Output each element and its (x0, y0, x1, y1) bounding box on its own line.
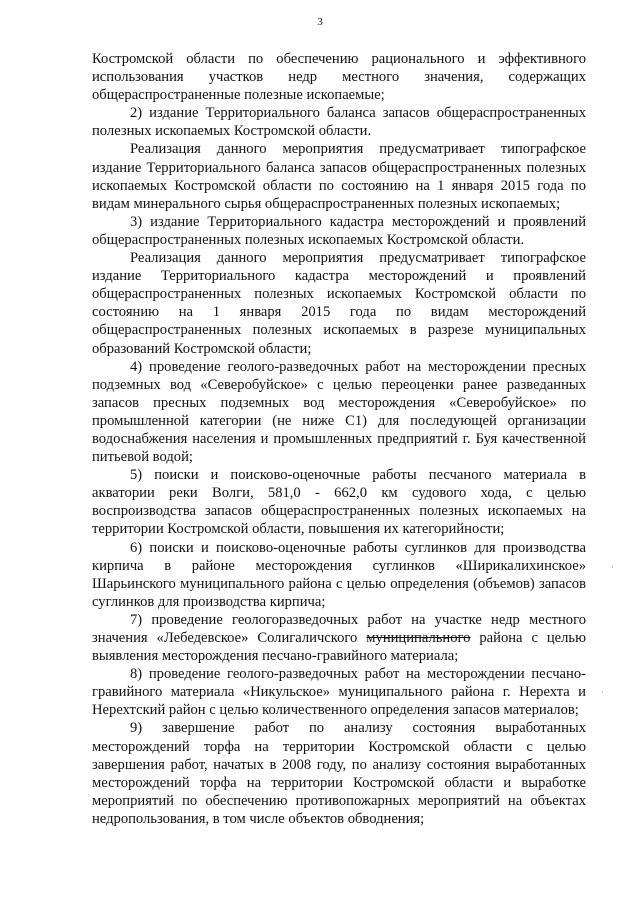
list-item-6: 6) поиски и поисково-оценочные работы суглинков для производства кирпича в районе месторождения суглинков «Ширикалихинское» Шарьинского муниципального района с целью определения (объемов) запасов суглинков для производства кирпича; (92, 539, 586, 610)
paragraph-implementation-3: Реализация данного мероприятия предусматривает типографское издание Территориального кадастра месторождений и проявлений общераспространенных полезных ископаемых Костромской области по состоянию на 1 января 2015 года по видам месторождений общераспространенных полезных ископаемых в разрезе муниципальных образований Костромской области; (92, 250, 586, 357)
list-item-7 (92, 611, 586, 665)
list-item-2: 2) издание Территориального баланса запасов общераспространенных полезных ископаемых Костромской области. (92, 105, 586, 140)
list-item-4: 4) проведение геолого-разведочных работ на месторождении пресных подземных вод «Северобуйское» с целью переоценки ранее разведанных запасов пресных подземных вод месторождения «Северобуйское» по промышленной категории (не ниже С1) для последующей организации водоснабжения населения и промышленных предприятий г. Буя качественной питьевой водой; (92, 358, 586, 466)
page-number: 3 (317, 16, 323, 28)
struck-through-word: муниципального (366, 630, 471, 646)
list-item-8: 8) проведение геолого-разведочных работ на месторождении песчано-гравийного материала «Никульское» муниципального района г. Нерехта и Нерехтский район с целью количественного определения запасов материалов; (92, 666, 586, 719)
margin-scan-mark: · (601, 688, 604, 697)
paragraph-implementation-2: Реализация данного мероприятия предусматривает типографское издание Территориального баланса запасов общераспространенных полезных ископаемых Костромской области по состоянию на 1 января 2015 года по видам минерального сырья общераспространенных полезных ископаемых; (92, 141, 586, 212)
list-item-7-text-start: 7) проведение геологоразведочных работ на участке недр местного значения «Лебедевское» Солигаличского (92, 611, 586, 646)
list-item-7-text-end: района с целью выявления месторождения песчано-гравийного материала; (92, 630, 586, 665)
document-body (92, 50, 586, 828)
list-item-5: 5) поиски и поисково-оценочные работы песчаного материала в акватории реки Волги, 581,0 - 662,0 км судового хода, с целью воспроизводства запасов общераспространенных полезных ископаемых на территории Костромской области, повышения их категорийности; (92, 467, 586, 538)
margin-scan-mark: · (611, 563, 614, 572)
list-item-3: 3) издание Территориального кадастра месторождений и проявлений общераспространенных полезных ископаемых Костромской области. (92, 213, 586, 248)
list-item-9: 9) завершение работ по анализу состояния выработанных месторождений торфа на территории Костромской области с целью завершения работ, начатых в 2008 году, по анализу состояния выработанных месторождений торфа на территории Костромской области и выработке мероприятий по обеспечению противопожарных мероприятий на объектах недропользования, в том числе объектов обводнения; (92, 720, 586, 827)
paragraph-continuation: Костромской области по обеспечению рационального и эффективного использования участков недр местного значения, содержащих общераспространенные полезные ископаемые; (92, 51, 586, 104)
